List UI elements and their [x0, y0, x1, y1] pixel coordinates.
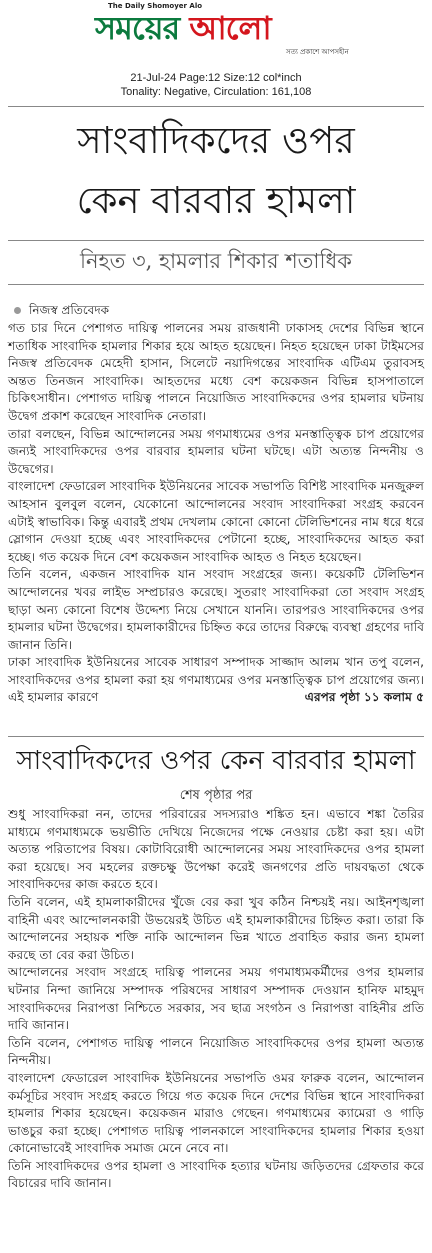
masthead-english-name: The Daily Shomoyer Alo	[108, 2, 203, 10]
headline-line-1: সাংবাদিকদের ওপর	[77, 119, 355, 162]
newspaper-logo	[95, 10, 271, 46]
paragraph: তিনি বলেন, একজন সাংবাদিক যান সংবাদ সংগ্রহের জন্য। কয়েকটি টেলিভিশন আন্দোলনের খবর লাইভ সম্প্রচারও করেছে। সুতরাং সাংবাদিকরা তো সংবাদ সংগ্রহ ছাড়া অন্য কোনো বিশেষ উদ্দেশ্য নিয়ে সেখানে যাননি। তারপরও সাংবাদিকদের ওপর হামলার ঘটনা উদ্বেগের। হামলাকারীদের চিহ্নিত করে তাদের বিরুদ্ধে ব্যবস্থা গ্রহণের দাবি জানান তিনি।	[8, 567, 424, 652]
headline-line-2: কেন বারবার হামলা	[76, 179, 356, 222]
paragraph: বাংলাদেশ ফেডারেল সাংবাদিক ইউনিয়নের সাবেক সভাপতি বিশিষ্ট সাংবাদিক মনজুরুল আহসান বুলবুল বলেন, যেকোনো আন্দোলনের সংবাদ সাংবাদিকরা সংগ্রহ করবেন এটাই স্বাভাবিক। কিন্তু এবারই প্রথম দেখলাম কোনো কোনো টেলিভিশনের নাম ধরে ধরে স্লোগান দেওয়া হচ্ছে এবং সাংবাদিকদের পেটানো হচ্ছে, সাংবাদিকদের আহত করা হচ্ছে। গত কয়েক দিনে বেশ কয়েকজন সাংবাদিক আহত ও নিহত হয়েছেন।	[8, 479, 424, 564]
paragraph: তিনি বলেন, পেশাগত দায়িত্ব পালনে নিয়োজিত সাংবাদিকদের ওপর হামলা অত্যন্ত নিন্দনীয়।	[8, 1035, 424, 1068]
divider	[8, 106, 424, 107]
clip-meta-date-page: 21-Jul-24 Page:12 Size:12 col*inch	[130, 72, 302, 84]
logo-tagline: সত্য প্রকাশে আপসহীন	[286, 48, 349, 56]
logo-word-2: আলো	[189, 9, 271, 47]
logo-word-1: সময়ের	[95, 9, 180, 47]
paragraph: শুধু সাংবাদিকরা নন, তাদের পরিবারের সদস্যরাও শঙ্কিত হন। এভাবে শঙ্কা তৈরির মাধ্যমে গণমাধ্যমকে ভয়ভীতি দেখিয়ে নিজেদের পক্ষে নেওয়ার চেষ্টা করা হয়। এটা অত্যন্ত পরিতাপের বিষয়। কোটাবিরোধী আন্দোলনের সময় সাংবাদিকদের ওপর হামলা করা হয়েছে। সব মহলের রক্তচক্ষু উপেক্ষা করেই জনগণের প্রতি দায়বদ্ধতা থেকে সাংবাদিকদের কাজ করতে হবে।	[8, 807, 424, 892]
paragraph: তারা বলছেন, বিভিন্ন আন্দোলনের সময় গণমাধ্যমের ওপর মনস্তাত্ত্বিক চাপ প্রয়োগের জন্যই সাংবাদিকদের ওপর বারবার হামলার ঘটনা ঘটছে। এটা অত্যন্ত নিন্দনীয় ও উদ্বেগের।	[8, 426, 424, 476]
masthead	[0, 0, 432, 62]
article-body	[8, 320, 424, 707]
byline-text: নিজস্ব প্রতিবেদক	[29, 303, 110, 317]
subheadline: নিহত ৩, হামলার শিকার শতাধিক	[80, 249, 352, 273]
divider	[8, 736, 424, 737]
paragraph: গত চার দিনে পেশাগত দায়িত্ব পালনের সময় রাজধানী ঢাকাসহ দেশের বিভিন্ন স্থানে শতাধিক সাংবাদিক হামলার শিকার হয়ে আহত হয়েছেন। নিহত হয়েছেন ঢাকা টাইমসের নিজস্ব প্রতিবেদক মেহেদী হাসান, সিলেটে নয়াদিগন্তের সাংবাদিক এটিএম তুরাবসহ অন্তত তিনজন সাংবাদিক। আহতদের মধ্যে বেশ কয়েকজন বিভিন্ন হাসপাতালে চিকিৎসাধীন। পেশাগত দায়িত্ব পালনে নিয়োজিত সাংবাদিকদের ওপর হামলার ঘটনায় উদ্বেগ প্রকাশ করেছেন সাংবাদিক নেতারা।	[8, 321, 424, 423]
byline	[14, 302, 109, 322]
paragraph	[8, 654, 424, 707]
continuation-body	[8, 806, 424, 1193]
divider	[8, 284, 424, 285]
jump-line: এরপর পৃষ্ঠা ১১ কলাম ৫	[304, 690, 424, 705]
continuation-headline: সাংবাদিকদের ওপর কেন বারবার হামলা	[16, 746, 416, 776]
paragraph-text: ঢাকা সাংবাদিক ইউনিয়নের সাবেক সাধারণ সম্পাদক সাজ্জাদ আলম খান তপু বলেন, সাংবাদিকদের ওপর হামলা করা হয় গণমাধ্যমের ওপর মনস্তাত্ত্বিক চাপ প্রয়োগের জন্য। এই হামলার কারণে	[8, 655, 424, 705]
paragraph: তিনি সাংবাদিকদের ওপর হামলা ও সাংবাদিক হত্যার ঘটনায় জড়িতদের গ্রেফতার করে বিচারের দাবি জানান।	[8, 1158, 424, 1191]
paragraph: আন্দোলনের সংবাদ সংগ্রহে দায়িত্ব পালনের সময় গণমাধ্যমকর্মীদের ওপর হামলার ঘটনার নিন্দা জানিয়ে সম্পাদক পরিষদের সাধারণ সম্পাদক দেওয়ান হানিফ মাহমুদ সাংবাদিকদের নিরাপত্তা নিশ্চিতে সরকার, সব ছাত্র সংগঠন ও নিরাপত্তা বাহিনীর প্রতি দাবি জানান।	[8, 965, 424, 1033]
paragraph: বাংলাদেশ ফেডারেল সাংবাদিক ইউনিয়নের সভাপতি ওমর ফারুক বলেন, আন্দোলন কর্মসূচির সংবাদ সংগ্রহ করতে গিয়ে গত কয়েক দিনে দেশের বিভিন্ন স্থানে সাংবাদিকরা হামলার শিকার হয়েছেন। কয়েকজন মারাও গেছেন। গণমাধ্যমের ক্যামেরা ও গাড়ি ভাঙচুর করা হচ্ছে। পেশাগত দায়িত্ব পালনকালে সাংবাদিকদের হামলার শিকার হওয়া কোনোভাবেই সাংবাদিক সমাজ মেনে নেবে না।	[8, 1070, 424, 1156]
continuation-label: শেষ পৃষ্ঠার পর	[179, 788, 253, 803]
bullet-icon	[14, 307, 21, 314]
divider	[8, 240, 424, 241]
clip-meta-tonality: Tonality: Negative, Circulation: 161,108	[120, 86, 312, 98]
paragraph: তিনি বলেন, এই হামলাকারীদের খুঁজে বের করা খুব কঠিন নিশ্চয়ই নয়। আইনশৃঙ্খলা বাহিনী এবং আন্দোলনকারী উভয়েরই উচিত এই হামলাকারীদের চিহ্নিত করা। তারা কি আন্দোলনের সহায়ক শক্তি নাকি আন্দোলন ভিন্ন খাতে প্রবাহিত করার জন্য হামলা করছে তা বের করা উচিত।	[8, 894, 424, 962]
